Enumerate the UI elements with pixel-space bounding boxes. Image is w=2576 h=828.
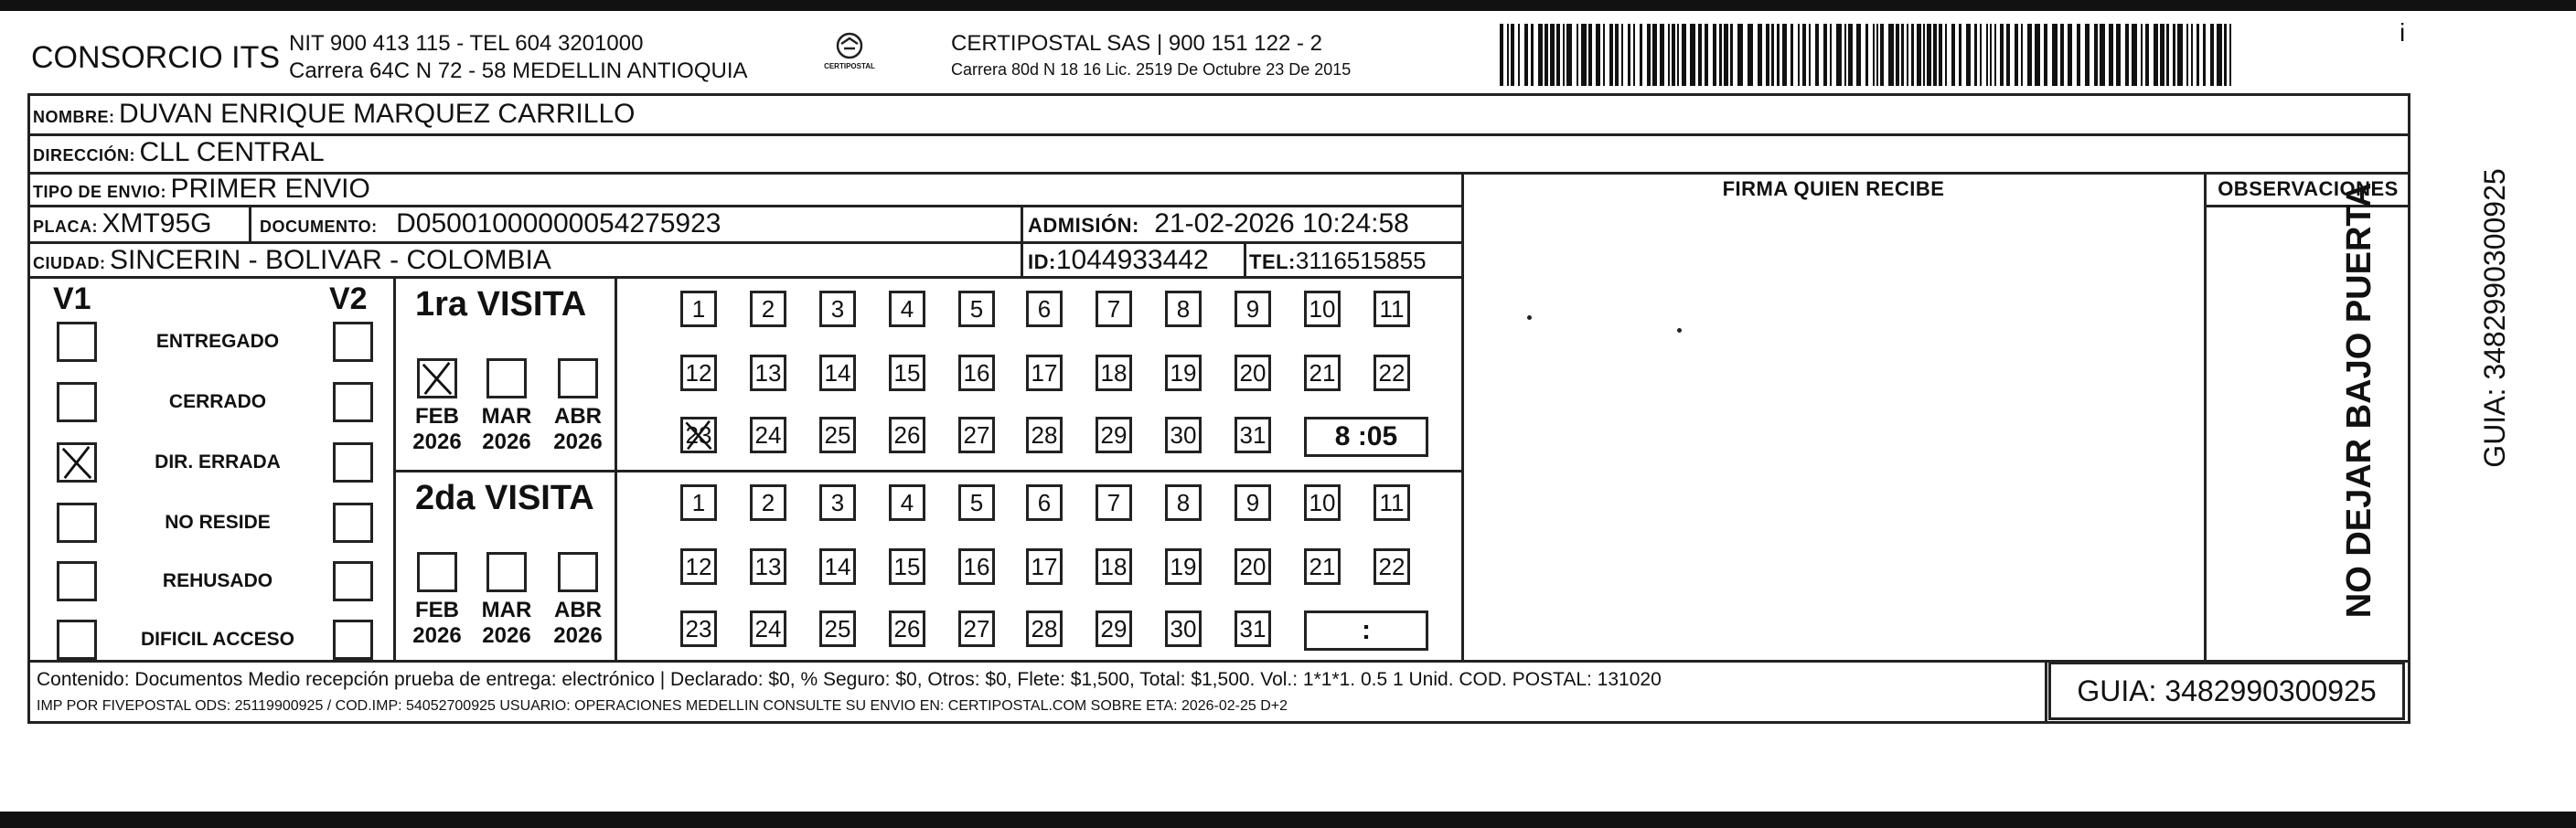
barcode-bar: [2035, 24, 2040, 86]
barcode-bar: [2229, 24, 2231, 86]
company-address: Carrera 64C N 72 - 58 MEDELLIN ANTIOQUIA: [289, 58, 748, 83]
barcode-bar: [1927, 24, 1931, 86]
barcode-bar: [1730, 24, 1733, 86]
day-box[interactable]: 6: [1026, 484, 1063, 521]
day-box[interactable]: 30: [1165, 610, 1202, 647]
divider: [27, 205, 1463, 207]
day-box[interactable]: 19: [1165, 548, 1202, 585]
barcode-bar: [1603, 24, 1605, 86]
year-label: 2026: [553, 430, 603, 454]
day-box[interactable]: 9: [1235, 484, 1271, 521]
barcode-bar: [2060, 24, 2064, 86]
nombre-label: NOMBRE:: [33, 108, 115, 126]
day-box[interactable]: 3: [819, 484, 856, 521]
barcode-bar: [2186, 24, 2188, 86]
barcode-bar: [1538, 24, 1543, 86]
divider: [393, 276, 396, 662]
day-box[interactable]: 2: [750, 484, 786, 521]
barcode-bar: [2224, 24, 2227, 86]
placa-value: XMT95G: [102, 208, 212, 239]
nombre-row: [33, 99, 635, 130]
day-box[interactable]: 13: [750, 548, 786, 585]
barcode-bar: [1966, 24, 1971, 86]
admision-cell: [1028, 208, 1409, 239]
year-label: 2026: [553, 623, 603, 648]
barcode-bar: [1790, 24, 1793, 86]
barcode-bar: [1809, 24, 1811, 86]
tipo-label: TIPO DE ENVIO:: [33, 183, 167, 201]
barcode-bar: [2197, 24, 2199, 86]
barcode-bar: [1550, 24, 1555, 86]
divider: [249, 205, 251, 243]
ciudad-value: SINCERIN - BOLIVAR - COLOMBIA: [109, 245, 551, 275]
barcode-bar: [1823, 24, 1827, 86]
carrier-info: CERTIPOSTAL SAS | 900 151 122 - 2: [951, 31, 1322, 56]
barcode-bar: [1677, 24, 1679, 86]
day-box[interactable]: 20: [1235, 355, 1271, 391]
divider: [27, 276, 1463, 279]
barcode-bar: [2141, 24, 2143, 86]
barcode-bar: [1873, 24, 1875, 86]
day-box[interactable]: 11: [1374, 291, 1410, 327]
barcode-bar: [2044, 24, 2047, 86]
barcode-bar: [1640, 24, 1642, 86]
day-box[interactable]: 1: [680, 484, 717, 521]
barcode: [1500, 24, 2231, 86]
documento-label: DOCUMENTO:: [260, 218, 378, 236]
barcode-bar: [2177, 24, 2183, 86]
tel-value: 3116515855: [1295, 247, 1427, 274]
nombre-value: DUVAN ENRIQUE MARQUEZ CARRILLO: [118, 99, 636, 129]
barcode-bar: [1933, 24, 1937, 86]
v1-checkbox[interactable]: [57, 620, 97, 660]
direccion-value: CLL CENTRAL: [139, 137, 325, 167]
barcode-bar: [2132, 24, 2137, 86]
barcode-bar: [1836, 24, 1842, 86]
divider: [615, 276, 617, 662]
day-box[interactable]: 8: [1165, 291, 1202, 327]
barcode-bar: [2145, 24, 2149, 86]
contenido-text: Contenido: Documentos Medio recepción prueba de entrega: electrónico | Declarado: $0, % Seguro: $0, Otros: $0, Flete: $1,500, Total: $1,500. Vol.: 1*1*1. 0.5 1 Unid. COD. POSTAL: 131020: [37, 669, 1662, 690]
barcode-bar: [2217, 24, 2222, 86]
placa-cell: [33, 208, 211, 239]
barcode-bar: [1876, 24, 1878, 86]
year-label: 2026: [412, 430, 462, 454]
logo-text: CERTIPOSTAL: [824, 62, 875, 70]
barcode-bar: [1856, 24, 1861, 86]
day-box[interactable]: 17: [1026, 548, 1063, 585]
corner-mark: i: [2400, 18, 2406, 47]
v1-header: V1: [53, 281, 91, 316]
company-name: CONSORCIO ITS: [31, 40, 281, 75]
day-box[interactable]: 31: [1235, 610, 1271, 647]
barcode-bar: [2000, 24, 2004, 86]
id-label: ID:: [1028, 250, 1056, 273]
barcode-bar: [1945, 24, 1947, 86]
year-label: 2026: [412, 623, 462, 648]
v2-checkbox[interactable]: [333, 382, 373, 422]
divider: [27, 172, 2410, 175]
month-checkbox[interactable]: [558, 552, 598, 592]
barcode-bar: [1865, 24, 1868, 86]
barcode-bar: [1690, 24, 1695, 86]
barcode-bar: [1511, 24, 1514, 86]
day-box[interactable]: 25: [819, 610, 856, 647]
no-dejar-warning: NO DEJAR BAJO PUERTA: [2340, 182, 2378, 619]
barcode-bar: [2068, 24, 2072, 86]
day-box[interactable]: 10: [1304, 291, 1341, 327]
divider: [1244, 241, 1246, 278]
barcode-bar: [1994, 24, 1996, 86]
barcode-bar: [2210, 24, 2214, 86]
barcode-bar: [2173, 24, 2175, 86]
barcode-bar: [1771, 24, 1774, 86]
check-x-icon: [683, 419, 714, 451]
day-box[interactable]: 15: [889, 548, 925, 585]
divider: [393, 470, 1463, 472]
day-box[interactable]: 5: [958, 484, 995, 521]
barcode-bar: [1959, 24, 1961, 86]
day-box[interactable]: 14: [819, 355, 856, 391]
barcode-bar: [2154, 24, 2158, 86]
divider: [1461, 172, 1464, 662]
signature-mark: [1677, 328, 1682, 333]
imp-text: IMP POR FIVEPOSTAL ODS: 25119900925 / COD.IMP: 54052700925 USUARIO: OPERACIONES MEDELLIN CONSULTE SU ENVIO EN: CERTIPOSTAL.COM SOBRE ETA: 2026-02-25 D+2: [37, 698, 1288, 714]
barcode-bar: [1951, 24, 1955, 86]
day-box[interactable]: 12: [680, 548, 717, 585]
barcode-bar: [1524, 24, 1528, 86]
barcode-bar: [1766, 24, 1769, 86]
barcode-bar: [1563, 24, 1565, 86]
barcode-bar: [1518, 24, 1520, 86]
day-box[interactable]: 4: [889, 484, 925, 521]
top-border-bar: [0, 0, 2576, 11]
id-value: 1044933442: [1055, 245, 1209, 275]
day-box[interactable]: 23: [680, 610, 717, 647]
day-box[interactable]: 7: [1096, 484, 1132, 521]
barcode-bar: [1719, 24, 1722, 86]
barcode-bar: [1660, 24, 1664, 86]
ciudad-cell: [33, 245, 551, 276]
status-label: DIR. ERRADA: [155, 451, 281, 472]
day-box[interactable]: 15: [889, 355, 925, 391]
month-checkbox[interactable]: [417, 552, 457, 592]
day-box[interactable]: 23: [680, 417, 717, 453]
barcode-bar: [1848, 24, 1853, 86]
barcode-bar: [2203, 24, 2206, 86]
tel-cell: [1249, 247, 1427, 275]
day-box[interactable]: 16: [958, 548, 995, 585]
month-label: MAR: [481, 598, 532, 622]
guia-box: GUIA: 3482990300925: [2048, 662, 2405, 720]
day-box[interactable]: 7: [1096, 291, 1132, 327]
v2-checkbox[interactable]: [333, 503, 373, 543]
barcode-bar: [1633, 24, 1635, 86]
barcode-bar: [1545, 24, 1548, 86]
v1-checkbox[interactable]: [57, 503, 97, 543]
barcode-bar: [1737, 24, 1743, 86]
day-box[interactable]: 13: [750, 355, 786, 391]
barcode-bar: [2116, 24, 2121, 86]
direccion-row: [33, 137, 325, 168]
day-box[interactable]: 28: [1026, 610, 1063, 647]
day-box[interactable]: 27: [958, 610, 995, 647]
v2-checkbox[interactable]: [333, 561, 373, 601]
barcode-bar: [1777, 24, 1780, 86]
day-box[interactable]: 10: [1304, 484, 1341, 521]
day-box[interactable]: 5: [958, 291, 995, 327]
barcode-bar: [2021, 24, 2023, 86]
barcode-bar: [1609, 24, 1613, 86]
day-box[interactable]: 8: [1165, 484, 1202, 521]
barcode-bar: [1901, 24, 1904, 86]
barcode-bar: [1581, 24, 1587, 86]
direccion-label: DIRECCIÓN:: [33, 146, 135, 165]
barcode-bar: [1911, 24, 1914, 86]
day-box[interactable]: 11: [1374, 484, 1410, 521]
month-label: ABR: [554, 404, 602, 429]
v1-checkbox[interactable]: [57, 322, 97, 362]
barcode-bar: [1758, 24, 1762, 86]
v2-checkbox[interactable]: [333, 322, 373, 362]
barcode-bar: [2052, 24, 2058, 86]
day-box[interactable]: 17: [1026, 355, 1063, 391]
documento-value: D05001000000054275923: [396, 208, 721, 239]
firma-header: FIRMA QUIEN RECIBE: [1722, 177, 1945, 200]
observaciones-header: OBSERVACIONES: [2218, 177, 2399, 200]
barcode-bar: [1888, 24, 1894, 86]
barcode-icon: [1500, 24, 2231, 86]
barcode-bar: [2006, 24, 2010, 86]
barcode-bar: [1980, 24, 1982, 86]
carrier-license: Carrera 80d N 18 16 Lic. 2519 De Octubre 23 De 2015: [951, 60, 1352, 79]
company-nit: NIT 900 413 115 - TEL 604 3201000: [289, 31, 644, 56]
month-label: MAR: [481, 404, 532, 429]
check-x-icon: [420, 361, 454, 396]
barcode-bar: [1672, 24, 1675, 86]
day-box[interactable]: 27: [958, 417, 995, 453]
barcode-bar: [1556, 24, 1560, 86]
day-box[interactable]: 12: [680, 355, 717, 391]
day-box[interactable]: 19: [1165, 355, 1202, 391]
barcode-bar: [1986, 24, 1988, 86]
time-box[interactable]: :: [1304, 610, 1428, 651]
barcode-bar: [1588, 24, 1592, 86]
tipo-row: [33, 174, 370, 205]
month-label: ABR: [554, 598, 602, 622]
barcode-bar: [1698, 24, 1702, 86]
visit2-title: 2da VISITA: [415, 479, 594, 517]
day-box[interactable]: 9: [1235, 291, 1271, 327]
day-box[interactable]: 20: [1235, 548, 1271, 585]
month-label: FEB: [415, 404, 459, 429]
day-box[interactable]: 2: [750, 291, 786, 327]
barcode-bar: [1724, 24, 1728, 86]
day-box[interactable]: 29: [1096, 610, 1132, 647]
v2-header: V2: [329, 281, 368, 316]
month-label: FEB: [415, 598, 459, 622]
barcode-bar: [1507, 24, 1509, 86]
barcode-bar: [1652, 24, 1657, 86]
divider: [27, 133, 2410, 136]
v1-checkbox[interactable]: [57, 442, 97, 483]
barcode-bar: [1621, 24, 1623, 86]
day-box[interactable]: 30: [1165, 417, 1202, 453]
barcode-bar: [2166, 24, 2169, 86]
v2-checkbox[interactable]: [333, 442, 373, 483]
certipostal-logo: [819, 31, 880, 77]
barcode-bar: [1782, 24, 1787, 86]
barcode-bar: [1577, 24, 1578, 86]
bottom-border-bar: [0, 812, 2576, 828]
day-box[interactable]: 24: [750, 610, 786, 647]
v1-checkbox[interactable]: [57, 561, 97, 601]
barcode-bar: [1880, 24, 1884, 86]
barcode-bar: [1907, 24, 1908, 86]
barcode-bar: [2109, 24, 2113, 86]
barcode-bar: [1896, 24, 1899, 86]
check-x-icon: [59, 445, 94, 480]
tel-label: TEL:: [1249, 250, 1296, 273]
barcode-bar: [1647, 24, 1651, 86]
barcode-bar: [1566, 24, 1572, 86]
barcode-bar: [2160, 24, 2164, 86]
day-box[interactable]: 26: [889, 610, 925, 647]
day-box[interactable]: 28: [1026, 417, 1063, 453]
day-box[interactable]: 22: [1374, 548, 1410, 585]
divider: [2204, 172, 2207, 662]
barcode-bar: [1500, 24, 1503, 86]
day-box[interactable]: 21: [1304, 548, 1341, 585]
day-box[interactable]: 1: [680, 291, 717, 327]
barcode-bar: [1990, 24, 1992, 86]
barcode-bar: [1939, 24, 1942, 86]
barcode-bar: [2077, 24, 2080, 86]
barcode-bar: [1830, 24, 1832, 86]
day-box[interactable]: 26: [889, 417, 925, 453]
status-label: REHUSADO: [162, 570, 273, 591]
day-box[interactable]: 18: [1096, 355, 1132, 391]
day-box[interactable]: 29: [1096, 417, 1132, 453]
day-box[interactable]: 14: [819, 548, 856, 585]
id-cell: [1028, 245, 1209, 276]
barcode-bar: [2100, 24, 2105, 86]
placa-label: PLACA:: [33, 218, 98, 236]
barcode-bar: [1802, 24, 1806, 86]
time-box[interactable]: 8 :05: [1304, 417, 1428, 457]
barcode-bar: [2015, 24, 2018, 86]
status-label: ENTREGADO: [155, 331, 280, 352]
status-label: DIFICIL ACCESO: [140, 629, 294, 650]
divider: [1021, 205, 1023, 278]
barcode-bar: [1748, 24, 1753, 86]
divider: [27, 241, 1463, 244]
day-box[interactable]: 4: [889, 291, 925, 327]
barcode-bar: [1713, 24, 1716, 86]
signature-mark: [1527, 315, 1532, 320]
barcode-bar: [2094, 24, 2098, 86]
day-box[interactable]: 18: [1096, 548, 1132, 585]
month-checkbox[interactable]: [558, 358, 598, 398]
barcode-bar: [1923, 24, 1925, 86]
barcode-bar: [2085, 24, 2090, 86]
day-box[interactable]: 6: [1026, 291, 1063, 327]
barcode-bar: [1628, 24, 1630, 86]
month-checkbox[interactable]: [417, 358, 457, 398]
ciudad-label: CIUDAD:: [33, 254, 106, 272]
barcode-bar: [2191, 24, 2193, 86]
day-box[interactable]: 31: [1235, 417, 1271, 453]
tipo-value: PRIMER ENVIO: [170, 174, 370, 204]
barcode-bar: [1705, 24, 1708, 86]
day-box[interactable]: 16: [958, 355, 995, 391]
status-label: NO RESIDE: [165, 512, 271, 533]
year-label: 2026: [482, 623, 531, 648]
admision-value: 21-02-2026 10:24:58: [1154, 208, 1409, 239]
barcode-bar: [1596, 24, 1600, 86]
barcode-bar: [2125, 24, 2129, 86]
barcode-bar: [1615, 24, 1619, 86]
documento-cell: [260, 208, 721, 239]
status-label: CERRADO: [168, 391, 267, 412]
visit1-title: 1ra VISITA: [415, 285, 587, 324]
barcode-bar: [1531, 24, 1534, 86]
v1-checkbox[interactable]: [57, 382, 97, 422]
month-checkbox[interactable]: [486, 552, 527, 592]
barcode-bar: [2027, 24, 2032, 86]
month-checkbox[interactable]: [486, 358, 527, 398]
barcode-bar: [1815, 24, 1819, 86]
day-box[interactable]: 25: [819, 417, 856, 453]
barcode-bar: [1917, 24, 1921, 86]
side-guia: GUIA: 3482990300925: [2478, 168, 2511, 468]
day-box[interactable]: 21: [1304, 355, 1341, 391]
v2-checkbox[interactable]: [333, 620, 373, 660]
barcode-bar: [1798, 24, 1800, 86]
day-box[interactable]: 22: [1374, 355, 1410, 391]
barcode-bar: [1974, 24, 1977, 86]
day-box[interactable]: 24: [750, 417, 786, 453]
admision-label: ADMISIÓN:: [1028, 214, 1139, 237]
day-box[interactable]: 3: [819, 291, 856, 327]
divider: [2045, 660, 2047, 724]
barcode-bar: [1668, 24, 1670, 86]
barcode-bar: [1844, 24, 1846, 86]
barcode-bar: [1682, 24, 1686, 86]
year-label: 2026: [482, 430, 531, 454]
